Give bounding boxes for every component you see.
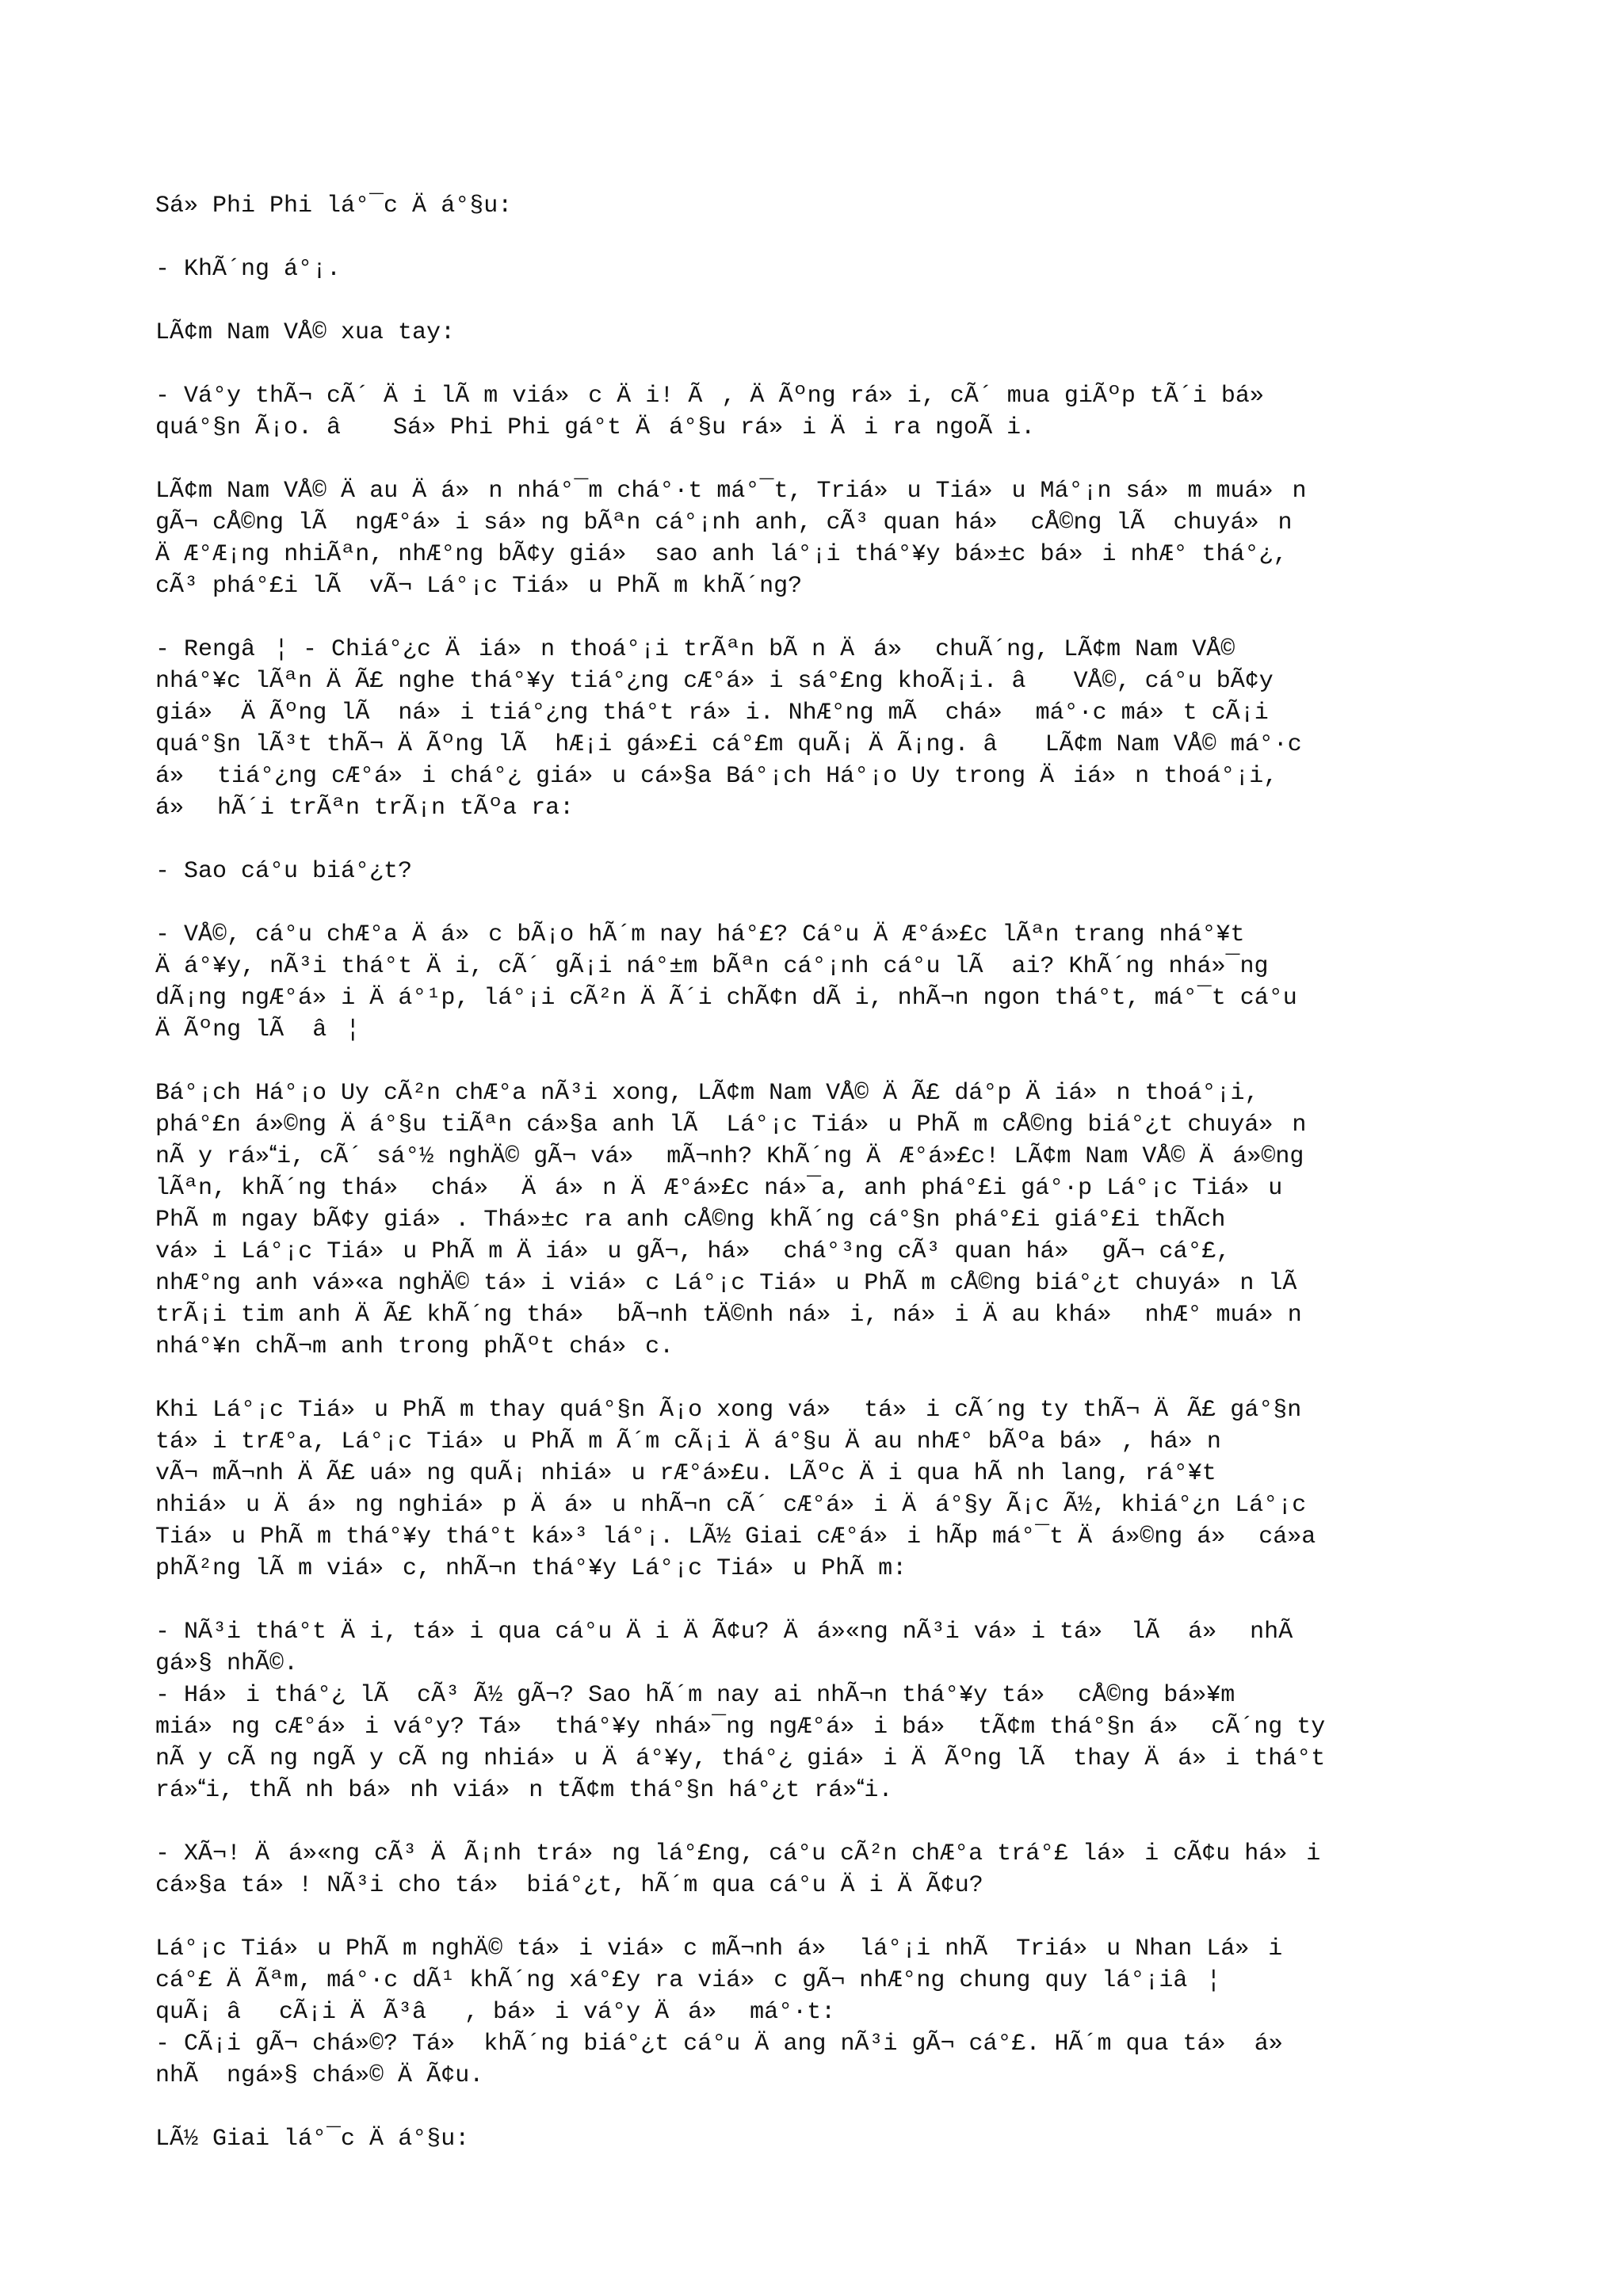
- dialogue-line: - Há»i thá°¿ lÃ cÃ³ Ã½ gÃ¬? Sao hÃ´m nay ai nhÃ¬n thá°¥y tá» cÅ©ng bá»¥m miá»ng cÆ°á»i vá°y? Tá» thá°¥y nhá»¯ng ngÆ°á»i bá» tÃ¢m thá°§n á» cÃ´ng ty nÃ y cÃ ng ngÃ y cÃ ng nhiá»u Äá°¥y, thá°¿ giá»i ÄÃºng lÃ thay Äá»i thá°t rá»i, thÃ nh bá»nh viá»n tÃ¢m thá°§n há°¿t rá»i.: [155, 1682, 1326, 1804]
- paragraph: LÃ½ Giai lá°¯c Äá°§u:: [155, 2126, 470, 2153]
- document-text: [155, 190, 1582, 2187]
- paragraph: LÃ¢m Nam VÅ© Äau Äá»n nhá°¯m chá°·t má°¯t, Triá»u Tiá»u Má°¡n sá»m muá»n gÃ¬ cÅ©ng lÃ ngÆ°á»i sá»ng bÃªn cá°¡nh anh, cÃ³ quan há» cÅ©ng lÃ chuyá»n ÄÆ°Æ¡ng nhiÃªn, nhÆ°ng bÃ¢y giá» sao anh lá°¡i thá°¥y bá»±c bá»i nhÆ° thá°¿, cÃ³ phá°£i lÃ vÃ¬ Lá°¡c Tiá»u PhÃ m khÃ´ng?: [155, 478, 1307, 600]
- paragraph: Khi Lá°¡c Tiá»u PhÃ m thay quá°§n Ã¡o xong vá» tá»i cÃ´ng ty thÃ¬ ÄÃ£ gá°§n tá»i trÆ°a, Lá°¡c Tiá»u PhÃ m Ã´m cÃ¡i Äá°§u Äau nhÆ° bÃºa bá», há»n vÃ¬ mÃ¬nh ÄÃ£ uá»ng quÃ¡ nhiá»u rÆ°á»£u. LÃºc Äi qua hÃ nh lang, rá°¥t nhiá»u Äá»ng nghiá»p Äá»u nhÃ¬n cÃ´ cÆ°á»i Äá°§y Ã¡c Ã½, khiá°¿n Lá°¡c Tiá»u PhÃ m thá°¥y thá°t ká»³ lá°¡. LÃ½ Giai cÆ°á»i hÃp má°¯t Äá»©ng á» cá»a phÃ²ng lÃ m viá»c, nhÃ¬n thá°¥y Lá°¡c Tiá»u PhÃ m:: [155, 1397, 1316, 1582]
- paragraph: - VÅ©, cá°u chÆ°a Äá»c bÃ¡o hÃ´m nay há°£? Cá°u ÄÆ°á»£c lÃªn trang nhá°¥t Äá°¥y, nÃ³i thá°t Äi, cÃ´ gÃ¡i ná°±m bÃªn cá°¡nh cá°u lÃ ai? KhÃ´ng nhá»¯ng dÃ¡ng ngÆ°á»i Äá°¹p, lá°¡i cÃ²n ÄÃ´i chÃ¢n dÃ i, nhÃ¬n ngon thá°t, má°¯t cá°u ÄÃºng lÃ â¦: [155, 921, 1297, 1043]
- paragraph: Bá°¡ch Há°¡o Uy cÃ²n chÆ°a nÃ³i xong, LÃ¢m Nam VÅ© ÄÃ£ dá°p Äiá»n thoá°¡i, phá°£n á»©ng Äá°§u tiÃªn cá»§a anh lÃ Lá°¡c Tiá»u PhÃ m cÅ©ng biá°¿t chuyá»n nÃ y rá»i, cÃ´ sá°½ nghÄ© gÃ¬ vá» mÃ¬nh? KhÃ´ng ÄÆ°á»£c! LÃ¢m Nam VÅ© Äá»©ng lÃªn, khÃ´ng thá» chá» Äá»n ÄÆ°á»£c ná»¯a, anh phá°£i gá°·p Lá°¡c Tiá»u PhÃ m ngay bÃ¢y giá». Thá»±c ra anh cÅ©ng khÃ´ng cá°§n phá°£i giá°£i thÃch vá»i Lá°¡c Tiá»u PhÃ m Äiá»u gÃ¬, há» chá°³ng cÃ³ quan há» gÃ¬ cá°£, nhÆ°ng anh vá»«a nghÄ© tá»i viá»c Lá°¡c Tiá»u PhÃ m cÅ©ng biá°¿t chuyá»n lÃ trÃ¡i tim anh ÄÃ£ khÃ´ng thá» bÃ¬nh tÄ©nh ná»i, ná»i Äau khá» nhÆ° muá»n nhá°¥n chÃ¬m anh trong phÃºt chá»c.: [155, 1080, 1307, 1360]
- paragraph: LÃ¢m Nam VÅ© xua tay:: [155, 319, 456, 346]
- paragraph: - Vá°y thÃ¬ cÃ´ Äi lÃ m viá»c Äi! Ã, ÄÃºng rá»i, cÃ´ mua giÃºp tÃ´i bá» quá°§n Ã¡o. â Sá» Phi Phi gá°t Äá°§u rá»i Äi ra ngoÃ i.: [155, 383, 1283, 441]
- paragraph: Lá°¡c Tiá»u PhÃ m nghÄ© tá»i viá»c mÃ¬nh á» lá°¡i nhÃ Triá»u Nhan Lá»i cá°£ ÄÃªm, má°·c dÃ¹ khÃ´ng xá°£y ra viá»c gÃ¬ nhÆ°ng chung quy lá°¡iâ¦ quÃ¡ âcÃ¡i ÄÃ³â, bá»i vá°y Äá» má°·t:: [155, 1936, 1283, 2026]
- paragraph: - Sao cá°u biá°¿t?: [155, 858, 413, 885]
- dialogue-line: - NÃ³i thá°t Äi, tá»i qua cá°u Äi ÄÃ¢u? Äá»«ng nÃ³i vá»i tá» lÃ á» nhÃ gá»§ nhÃ©.: [155, 1619, 1293, 1677]
- paragraph: - Rengâ¦ - Chiá°¿c Äiá»n thoá°¡i trÃªn bÃ n Äá» chuÃ´ng, LÃ¢m Nam VÅ© nhá°¥c lÃªn ÄÃ£ nghe thá°¥y tiá°¿ng cÆ°á»i sá°£ng khoÃ¡i. â VÅ©, cá°u bÃ¢y giá» ÄÃºng lÃ ná»i tiá°¿ng thá°t rá»i. NhÆ°ng mÃ chá» má°·c má»t cÃ¡i quá°§n lÃ³t thÃ¬ ÄÃºng lÃ hÆ¡i gá»£i cá°£m quÃ¡ ÄÃ¡ng. â LÃ¢m Nam VÅ© má°·c á» tiá°¿ng cÆ°á»i chá°¿ giá»u cá»§a Bá°¡ch Há°¡o Uy trong Äiá»n thoá°¡i, á» hÃ´i trÃªn trÃ¡n tÃºa ra:: [155, 636, 1302, 822]
- paragraph: - XÃ¬! Äá»«ng cÃ³ ÄÃ¡nh trá»ng lá°£ng, cá°u cÃ²n chÆ°a trá°£ lá»i cÃ¢u há»i cá»§a tá»! NÃ³i cho tá» biá°¿t, hÃ´m qua cá°u Äi ÄÃ¢u?: [155, 1840, 1321, 1899]
- paragraph: - KhÃ´ng á°¡.: [155, 256, 342, 283]
- paragraph: Sá» Phi Phi lá°¯c Äá°§u:: [155, 193, 513, 219]
- dialogue-line: - CÃ¡i gÃ¬ chá»©? Tá» khÃ´ng biá°¿t cá°u Äang nÃ³i gÃ¬ cá°£. HÃ´m qua tá» á» nhÃ ngá»§ chá»© ÄÃ¢u.: [155, 2031, 1302, 2089]
